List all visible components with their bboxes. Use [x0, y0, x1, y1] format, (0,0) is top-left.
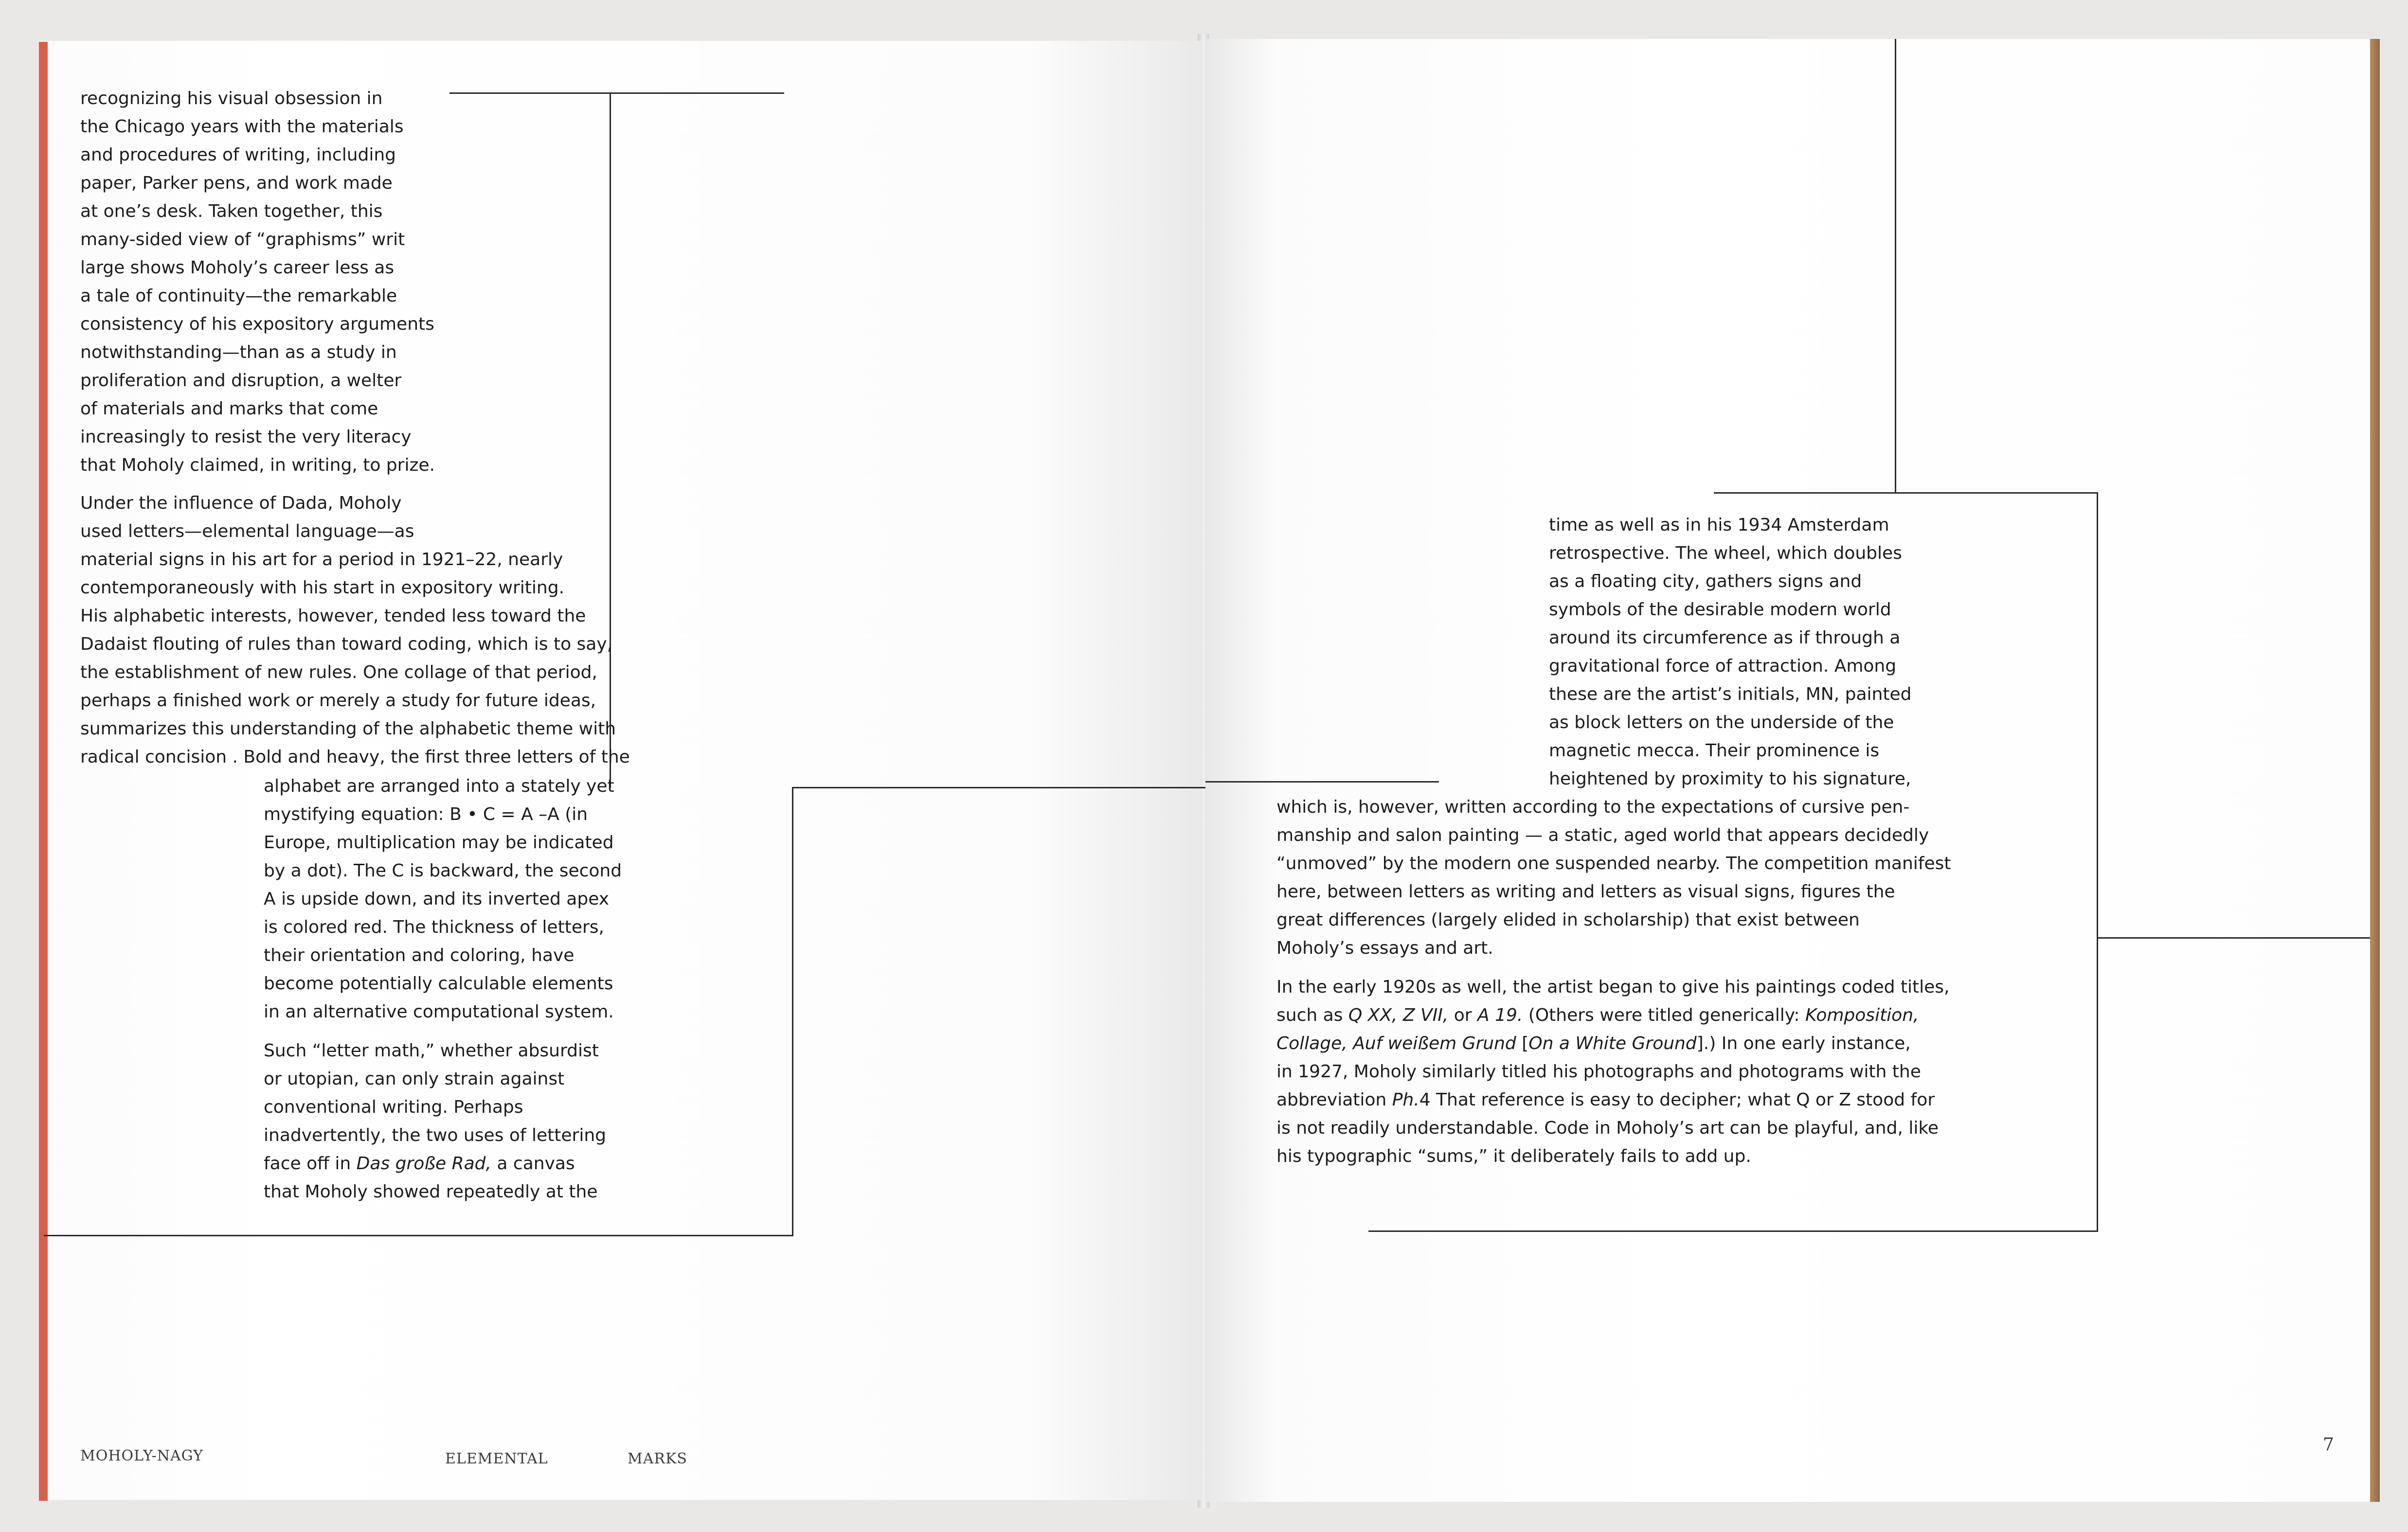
- text-line: In the early 1920s as well, the artist began to give his paintings coded titles,: [1276, 977, 1950, 997]
- paragraph-2: [80, 489, 630, 771]
- text-line: Moholy’s essays and art.: [1276, 938, 1493, 958]
- text-column-c: [1549, 511, 1911, 793]
- red-page-edge: [39, 42, 48, 1501]
- text-line: His alphabetic interests, however, tended less toward the: [80, 606, 586, 626]
- text-line: or utopian, can only strain against: [264, 1069, 565, 1089]
- text-span: (Others were titled generically:: [1523, 1005, 1806, 1025]
- paragraph-1: [80, 85, 630, 480]
- text-line: that Moholy showed repeatedly at the: [264, 1182, 598, 1202]
- paragraph-6: [1276, 793, 1951, 962]
- text-line: alphabet are arranged into a stately yet: [264, 776, 614, 796]
- text-line: radical concision . Bold and heavy, the first three letters of the: [80, 747, 630, 767]
- text-line: that Moholy claimed, in writing, to prize.: [80, 455, 435, 475]
- text-line: consistency of his expository arguments: [80, 314, 434, 334]
- artwork-title: Collage, Auf weißem Grund: [1276, 1033, 1516, 1053]
- text-line: Such “letter math,” whether absurdist: [264, 1041, 599, 1061]
- text-line: is colored red. The thickness of letters,: [264, 917, 604, 937]
- text-line: the establishment of new rules. One collage of that period,: [80, 662, 597, 682]
- text-line: A is upside down, and its inverted apex: [264, 889, 610, 909]
- text-span: ].) In one early instance,: [1696, 1033, 1911, 1053]
- text-line: [1276, 1030, 1951, 1058]
- rule-step-left: [792, 787, 1205, 788]
- paragraph-5: [1549, 511, 1911, 793]
- text-line: great differences (largely elided in scholarship) that exist between: [1276, 910, 1860, 930]
- text-line: inadvertently, the two uses of lettering: [264, 1125, 606, 1145]
- text-span: [: [1516, 1033, 1529, 1053]
- text-line: as a floating city, gathers signs and: [1549, 571, 1862, 591]
- rule-far-right: [2097, 937, 2370, 939]
- text-line: “unmoved” by the modern one suspended nearby. The competition manifest: [1276, 854, 1951, 873]
- text-line: at one’s desk. Taken together, this: [80, 201, 383, 221]
- text-span: such as: [1276, 1005, 1348, 1025]
- text-line: contemporaneously with his start in expository writing.: [80, 578, 565, 598]
- paragraph-7: [1276, 973, 1951, 1171]
- rule-vertical-top-right: [1895, 39, 1896, 493]
- paragraph-3: [264, 772, 622, 1026]
- text-span: or: [1448, 1005, 1478, 1025]
- text-span: face off in: [264, 1154, 357, 1174]
- rule-step-right: [1205, 781, 1439, 783]
- text-line: in an alternative computational system.: [264, 1002, 614, 1022]
- page-number: 7: [2323, 1435, 2335, 1455]
- text-line: Europe, multiplication may be indicated: [264, 833, 614, 853]
- paragraph-4: [264, 1037, 622, 1206]
- text-line: time as well as in his 1934 Amsterdam: [1549, 515, 1889, 535]
- artwork-title: Das große Rad,: [356, 1154, 491, 1174]
- text-line: perhaps a finished work or merely a study for future ideas,: [80, 691, 596, 711]
- text-line: in 1927, Moholy similarly titled his photographs and photograms with the: [1276, 1062, 1921, 1082]
- rule-box-right-side: [2097, 492, 2098, 1232]
- text-line: magnetic mecca. Their prominence is: [1549, 741, 1880, 761]
- rule-step-vertical-left: [792, 787, 793, 1236]
- text-line: the Chicago years with the materials: [80, 117, 404, 137]
- text-line: become potentially calculable elements: [264, 974, 613, 994]
- text-line: by a dot). The C is backward, the second: [264, 861, 622, 881]
- text-line: material signs in his art for a period in 1921–22, nearly: [80, 550, 563, 570]
- text-line: proliferation and disruption, a welter: [80, 371, 402, 391]
- abbreviation: Ph.: [1392, 1090, 1420, 1110]
- text-line: is not readily understandable. Code in Moholy’s art can be playful, and, like: [1276, 1118, 1939, 1138]
- text-column-d: [1276, 793, 1951, 1171]
- text-line: here, between letters as writing and letters as visual signs, figures the: [1276, 882, 1895, 902]
- text-line: notwithstanding—than as a study in: [80, 342, 397, 362]
- text-line: retrospective. The wheel, which doubles: [1549, 543, 1902, 563]
- text-line: of materials and marks that come: [80, 399, 378, 419]
- text-column-a: [80, 85, 630, 771]
- text-line: large shows Moholy’s career less as: [80, 258, 395, 278]
- text-line: gravitational force of attraction. Among: [1549, 656, 1897, 676]
- rule-box-top-right: [1714, 492, 2098, 494]
- artwork-title: Komposition,: [1805, 1005, 1919, 1025]
- footer-author: MOHOLY-NAGY: [80, 1447, 203, 1464]
- artwork-title: On a White Ground: [1528, 1033, 1697, 1053]
- text-line: mystifying equation: B • C = A –A (in: [264, 804, 588, 824]
- text-line: his typographic “sums,” it deliberately fails to add up.: [1276, 1146, 1751, 1166]
- tan-page-edge: [2370, 39, 2380, 1502]
- rule-bottom-left: [44, 1235, 793, 1236]
- text-line: as block letters on the underside of the: [1549, 713, 1894, 732]
- text-line: summarizes this understanding of the alphabetic theme with: [80, 719, 616, 739]
- text-span: abbreviation: [1276, 1090, 1392, 1110]
- text-line: paper, Parker pens, and work made: [80, 173, 393, 193]
- text-line: Under the influence of Dada, Moholy: [80, 493, 402, 513]
- text-span: 4 That reference is easy to decipher; what Q or Z stood for: [1419, 1090, 1935, 1110]
- text-line: which is, however, written according to the expectations of cursive pen-: [1276, 797, 1910, 817]
- text-line: manship and salon painting — a static, aged world that appears decidedly: [1276, 825, 1929, 845]
- text-line: around its circumference as if through a: [1549, 628, 1901, 648]
- rule-box-bottom-right: [1368, 1230, 2098, 1232]
- text-line: increasingly to resist the very literacy: [80, 427, 412, 447]
- artwork-title: A 19.: [1477, 1005, 1523, 1025]
- text-line: [1276, 1086, 1951, 1114]
- text-line: and procedures of writing, including: [80, 145, 396, 165]
- text-line: Dadaist flouting of rules than toward coding, which is to say,: [80, 634, 613, 654]
- text-span: a canvas: [491, 1154, 575, 1174]
- text-line: [1276, 1001, 1951, 1030]
- text-line: symbols of the desirable modern world: [1549, 600, 1891, 620]
- footer-title-1: ELEMENTAL: [445, 1450, 548, 1467]
- text-line: conventional writing. Perhaps: [264, 1097, 523, 1117]
- text-column-b: [264, 772, 622, 1206]
- artwork-title: Q XX, Z VII,: [1348, 1005, 1449, 1025]
- text-line: a tale of continuity—the remarkable: [80, 286, 397, 306]
- text-line: many-sided view of “graphisms” writ: [80, 230, 405, 249]
- text-line: their orientation and coloring, have: [264, 945, 575, 965]
- text-line: heightened by proximity to his signature,: [1549, 769, 1911, 789]
- footer-title-2: MARKS: [628, 1450, 687, 1467]
- text-line: these are the artist’s initials, MN, painted: [1549, 684, 1912, 704]
- text-line: recognizing his visual obsession in: [80, 89, 383, 108]
- text-line: [264, 1150, 622, 1178]
- text-line: used letters—elemental language—as: [80, 521, 414, 541]
